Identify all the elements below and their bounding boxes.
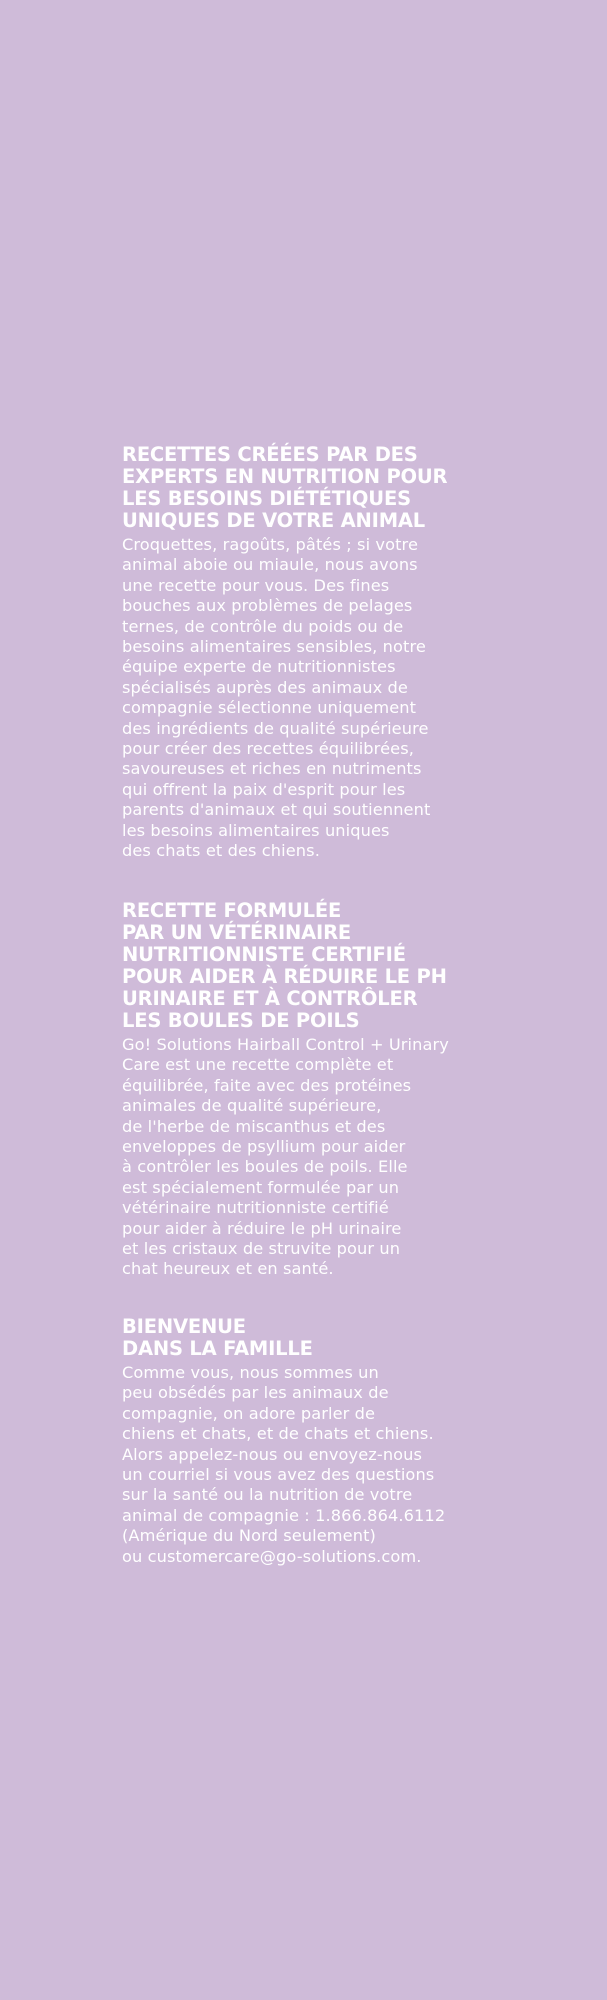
section-body: Croquettes, ragoûts, pâtés ; si votre animal aboie ou miaule, nous avons une recette pour vous. Des fines bouches aux problèmes de pelages ternes, de contrôle du poids ou de besoins alimentaires sensibles, notre équipe experte de nutritionnistes spécialisés auprès des animaux de compagnie sélectionne uniquement des ingrédients de qualité supérieure pour créer des recettes équilibrées, savoureuses et riches en nutriments qui offrent la paix d'esprit pour les parents d'animaux et qui soutiennent les besoins alimentaires uniques des chats et des chiens. [122,535,431,861]
text-column [122,443,502,1566]
section-heading: BIENVENUE DANS LA FAMILLE [122,1315,313,1360]
section-body: Comme vous, nous sommes un peu obsédés par les animaux de compagnie, on adore parler de chiens et chats, et de chats et chiens. Alors appelez-nous ou envoyez-nous un courriel si vous avez des questions sur la santé ou la nutrition de votre animal de compagnie : 1.866.864.6112 (Amérique du Nord seulement) ou customercare@go-solutions.com. [122,1363,446,1566]
section-heading: RECETTES CRÉÉES PAR DES EXPERTS EN NUTRITION POUR LES BESOINS DIÉTÉTIQUES UNIQUES DE VOTRE ANIMAL [122,443,448,532]
section-heading: RECETTE FORMULÉE PAR UN VÉTÉRINAIRE NUTRITIONNISTE CERTIFIÉ POUR AIDER À RÉDUIRE LE PH URINAIRE ET À CONTRÔLER LES BOULES DE POILS [122,899,447,1032]
section-welcome-family [122,1316,502,1567]
section-expert-recipes [122,444,502,862]
section-body: Go! Solutions Hairball Control + Urinary Care est une recette complète et équilibrée, faite avec des protéines animales de qualité supérieure, de l'herbe de miscanthus et des enveloppes de psyllium pour aider à contrôler les boules de poils. Elle est spécialement formulée par un vétérinaire nutritionniste certifié pour aider à réduire le pH urinaire et les cristaux de struvite pour un chat heureux et en santé. [122,1035,449,1279]
section-vet-formulated [122,900,502,1280]
